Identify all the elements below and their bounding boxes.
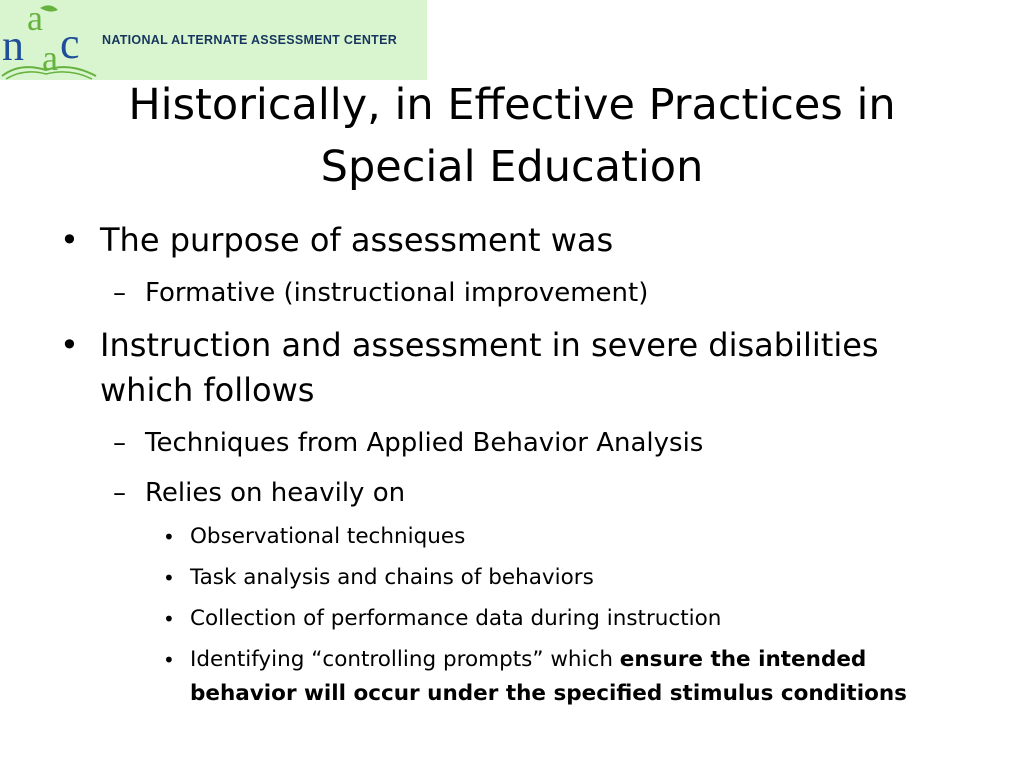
sub-sub-bullet-text-plain: Identifying “controlling prompts” which — [190, 647, 620, 672]
svg-text:a: a — [27, 0, 43, 38]
sub-bullet-text: Formative (instructional improvement) — [145, 278, 649, 308]
logo-text: NATIONAL ALTERNATE ASSESSMENT CENTER — [102, 33, 398, 47]
sub-sub-bullet-performance-data — [163, 602, 980, 636]
bullet-text-line-2: which follows — [100, 371, 315, 409]
sub-bullet-formative — [113, 275, 965, 311]
bullet-purpose — [60, 218, 980, 263]
sub-bullet-text: Relies on heavily on — [145, 478, 406, 508]
bullet-glyph: • — [163, 607, 175, 631]
sub-sub-bullet-text: Task analysis and chains of behaviors — [190, 565, 594, 590]
sub-sub-bullet-task-analysis — [163, 561, 980, 595]
bullet-glyph: • — [60, 221, 79, 259]
title-line-2: Special Education — [320, 142, 704, 192]
sub-sub-bullet-observational — [163, 520, 980, 554]
dash-glyph: – — [113, 278, 126, 308]
title-line-1: Historically, in Effective Practices in — [128, 80, 896, 130]
bullet-text: The purpose of assessment was — [100, 221, 614, 259]
sub-sub-bullet-text-bold-1: ensure the intended — [619, 647, 867, 672]
bullet-glyph: • — [60, 326, 79, 364]
sub-bullet-text: Techniques from Applied Behavior Analysis — [145, 428, 704, 458]
sub-bullet-relies — [113, 475, 965, 511]
sub-sub-bullet-text-bold-2: behavior will occur under the specified stimulus conditions — [190, 681, 907, 706]
dash-glyph: – — [113, 428, 126, 458]
sub-sub-bullet-text: Collection of performance data during instruction — [190, 606, 722, 631]
dash-glyph: – — [113, 478, 126, 508]
sub-sub-bullet-text: Observational techniques — [190, 524, 466, 549]
svg-text:a: a — [42, 38, 58, 78]
bullet-glyph: • — [163, 648, 175, 672]
bullet-text-line-1: Instruction and assessment in severe disabilities — [100, 326, 879, 364]
bullet-instruction — [60, 323, 980, 413]
svg-text:n: n — [2, 21, 24, 70]
svg-text:c: c — [60, 19, 80, 68]
sub-bullet-aba — [113, 425, 965, 461]
sub-sub-bullet-controlling-prompts — [163, 643, 980, 711]
bullet-glyph: • — [163, 525, 175, 549]
bullet-glyph: • — [163, 566, 175, 590]
